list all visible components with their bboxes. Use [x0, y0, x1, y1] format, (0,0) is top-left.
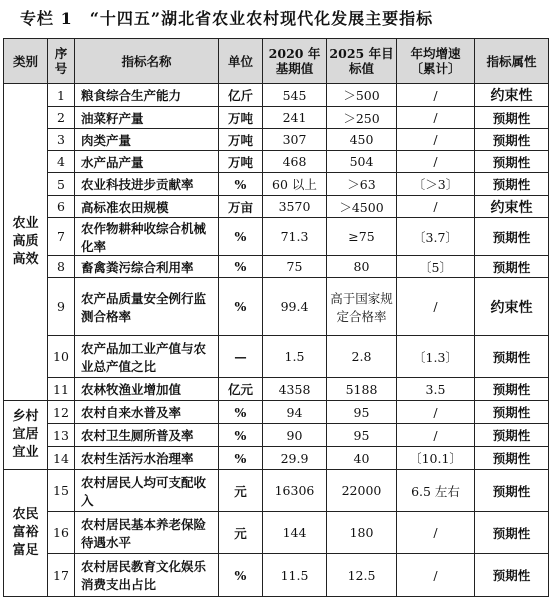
- header-category: 类别: [4, 39, 48, 84]
- base-value: 71.3: [263, 218, 327, 256]
- target-value: ＞250: [327, 107, 397, 129]
- base-value: 29.9: [263, 447, 327, 470]
- table-row: [4, 196, 549, 218]
- row-index: 10: [48, 336, 75, 378]
- growth-value: /: [397, 196, 475, 218]
- indicator-name: 水产品产量: [75, 151, 219, 173]
- row-index: 13: [48, 424, 75, 447]
- base-value: 468: [263, 151, 327, 173]
- header-row: [4, 39, 549, 84]
- table-row: [4, 336, 549, 378]
- category-cell: 农民富裕富足: [4, 470, 48, 597]
- row-index: 2: [48, 107, 75, 129]
- indicator-name: 农村居民教育文化娱乐消费支出占比: [75, 554, 219, 597]
- unit-cell: %: [219, 401, 263, 424]
- attribute-cell: 约束性: [475, 84, 549, 107]
- base-value: 60 以上: [263, 173, 327, 196]
- row-index: 4: [48, 151, 75, 173]
- base-value: 241: [263, 107, 327, 129]
- growth-value: /: [397, 278, 475, 336]
- unit-cell: %: [219, 554, 263, 597]
- attribute-cell: 预期性: [475, 151, 549, 173]
- header-growth: 年均增速〔累计〕: [397, 39, 475, 84]
- unit-cell: 亿斤: [219, 84, 263, 107]
- base-value: 307: [263, 129, 327, 151]
- attribute-cell: 预期性: [475, 256, 549, 278]
- unit-cell: 亿元: [219, 378, 263, 401]
- target-value: 95: [327, 401, 397, 424]
- base-value: 1.5: [263, 336, 327, 378]
- attribute-cell: 预期性: [475, 470, 549, 512]
- indicator-name: 农业科技进步贡献率: [75, 173, 219, 196]
- target-value: 80: [327, 256, 397, 278]
- attribute-cell: 预期性: [475, 378, 549, 401]
- header-attr: 指标属性: [475, 39, 549, 84]
- base-value: 144: [263, 512, 327, 554]
- row-index: 16: [48, 512, 75, 554]
- table-row: [4, 424, 549, 447]
- table-title: 专栏 1 “十四五”湖北省农业农村现代化发展主要指标: [20, 9, 434, 28]
- unit-cell: 万亩: [219, 196, 263, 218]
- base-value: 545: [263, 84, 327, 107]
- header-base: 2020 年基期值: [263, 39, 327, 84]
- table-row: [4, 173, 549, 196]
- indicator-name: 高标准农田规模: [75, 196, 219, 218]
- target-value: 40: [327, 447, 397, 470]
- indicator-name: 粮食综合生产能力: [75, 84, 219, 107]
- unit-cell: 万吨: [219, 151, 263, 173]
- table-row: [4, 401, 549, 424]
- row-index: 8: [48, 256, 75, 278]
- row-index: 3: [48, 129, 75, 151]
- unit-cell: 元: [219, 470, 263, 512]
- target-value: 95: [327, 424, 397, 447]
- growth-value: /: [397, 107, 475, 129]
- attribute-cell: 预期性: [475, 129, 549, 151]
- attribute-cell: 预期性: [475, 447, 549, 470]
- target-value: 高于国家规定合格率: [327, 278, 397, 336]
- base-value: 94: [263, 401, 327, 424]
- indicator-name: 农产品质量安全例行监测合格率: [75, 278, 219, 336]
- target-value: 180: [327, 512, 397, 554]
- row-index: 17: [48, 554, 75, 597]
- growth-value: /: [397, 512, 475, 554]
- growth-value: /: [397, 84, 475, 107]
- target-value: 2.8: [327, 336, 397, 378]
- indicator-name: 农村自来水普及率: [75, 401, 219, 424]
- attribute-cell: 预期性: [475, 554, 549, 597]
- target-value: ＞4500: [327, 196, 397, 218]
- growth-value: /: [397, 424, 475, 447]
- growth-value: 3.5: [397, 378, 475, 401]
- unit-cell: %: [219, 256, 263, 278]
- base-value: 3570: [263, 196, 327, 218]
- attribute-cell: 预期性: [475, 218, 549, 256]
- growth-value: 〔3.7〕: [397, 218, 475, 256]
- unit-cell: 万吨: [219, 107, 263, 129]
- target-value: ≥75: [327, 218, 397, 256]
- base-value: 75: [263, 256, 327, 278]
- indicator-name: 农村居民人均可支配收入: [75, 470, 219, 512]
- indicator-table: [3, 38, 549, 597]
- row-index: 6: [48, 196, 75, 218]
- growth-value: 6.5 左右: [397, 470, 475, 512]
- table-row: [4, 447, 549, 470]
- table-row: [4, 84, 549, 107]
- attribute-cell: 预期性: [475, 512, 549, 554]
- unit-cell: %: [219, 218, 263, 256]
- attribute-cell: 预期性: [475, 401, 549, 424]
- growth-value: /: [397, 401, 475, 424]
- indicator-name: 农村卫生厕所普及率: [75, 424, 219, 447]
- category-cell: 乡村宜居宜业: [4, 401, 48, 470]
- unit-cell: %: [219, 278, 263, 336]
- unit-cell: %: [219, 424, 263, 447]
- target-value: ＞500: [327, 84, 397, 107]
- header-target: 2025 年目标值: [327, 39, 397, 84]
- header-unit: 单位: [219, 39, 263, 84]
- row-index: 5: [48, 173, 75, 196]
- row-index: 7: [48, 218, 75, 256]
- indicator-name: 农作物耕种收综合机械化率: [75, 218, 219, 256]
- growth-value: /: [397, 129, 475, 151]
- unit-cell: 元: [219, 512, 263, 554]
- target-value: ＞63: [327, 173, 397, 196]
- row-index: 14: [48, 447, 75, 470]
- target-value: 504: [327, 151, 397, 173]
- unit-cell: %: [219, 173, 263, 196]
- category-cell: 农业高质高效: [4, 84, 48, 401]
- attribute-cell: 约束性: [475, 278, 549, 336]
- table-row: [4, 512, 549, 554]
- indicator-name: 农村生活污水治理率: [75, 447, 219, 470]
- indicator-name: 畜禽粪污综合利用率: [75, 256, 219, 278]
- growth-value: 〔1.3〕: [397, 336, 475, 378]
- indicator-name: 农林牧渔业增加值: [75, 378, 219, 401]
- growth-value: 〔＞3〕: [397, 173, 475, 196]
- unit-cell: %: [219, 447, 263, 470]
- target-value: 12.5: [327, 554, 397, 597]
- target-value: 5188: [327, 378, 397, 401]
- base-value: 90: [263, 424, 327, 447]
- growth-value: /: [397, 554, 475, 597]
- table-row: [4, 256, 549, 278]
- unit-cell: —: [219, 336, 263, 378]
- attribute-cell: 预期性: [475, 173, 549, 196]
- base-value: 4358: [263, 378, 327, 401]
- growth-value: 〔10.1〕: [397, 447, 475, 470]
- table-row: [4, 218, 549, 256]
- header-name: 指标名称: [75, 39, 219, 84]
- row-index: 1: [48, 84, 75, 107]
- growth-value: 〔5〕: [397, 256, 475, 278]
- attribute-cell: 约束性: [475, 196, 549, 218]
- row-index: 11: [48, 378, 75, 401]
- attribute-cell: 预期性: [475, 107, 549, 129]
- base-value: 11.5: [263, 554, 327, 597]
- table-row: [4, 470, 549, 512]
- target-value: 22000: [327, 470, 397, 512]
- attribute-cell: 预期性: [475, 336, 549, 378]
- table-row: [4, 151, 549, 173]
- indicator-name: 农产品加工业产值与农业总产值之比: [75, 336, 219, 378]
- indicator-name: 肉类产量: [75, 129, 219, 151]
- table-row: [4, 378, 549, 401]
- unit-cell: 万吨: [219, 129, 263, 151]
- table-row: [4, 107, 549, 129]
- base-value: 99.4: [263, 278, 327, 336]
- table-row: [4, 129, 549, 151]
- header-index: 序号: [48, 39, 75, 84]
- attribute-cell: 预期性: [475, 424, 549, 447]
- row-index: 15: [48, 470, 75, 512]
- table-row: [4, 278, 549, 336]
- table-row: [4, 554, 549, 597]
- row-index: 9: [48, 278, 75, 336]
- base-value: 16306: [263, 470, 327, 512]
- row-index: 12: [48, 401, 75, 424]
- indicator-name: 农村居民基本养老保险待遇水平: [75, 512, 219, 554]
- target-value: 450: [327, 129, 397, 151]
- growth-value: /: [397, 151, 475, 173]
- indicator-name: 油菜籽产量: [75, 107, 219, 129]
